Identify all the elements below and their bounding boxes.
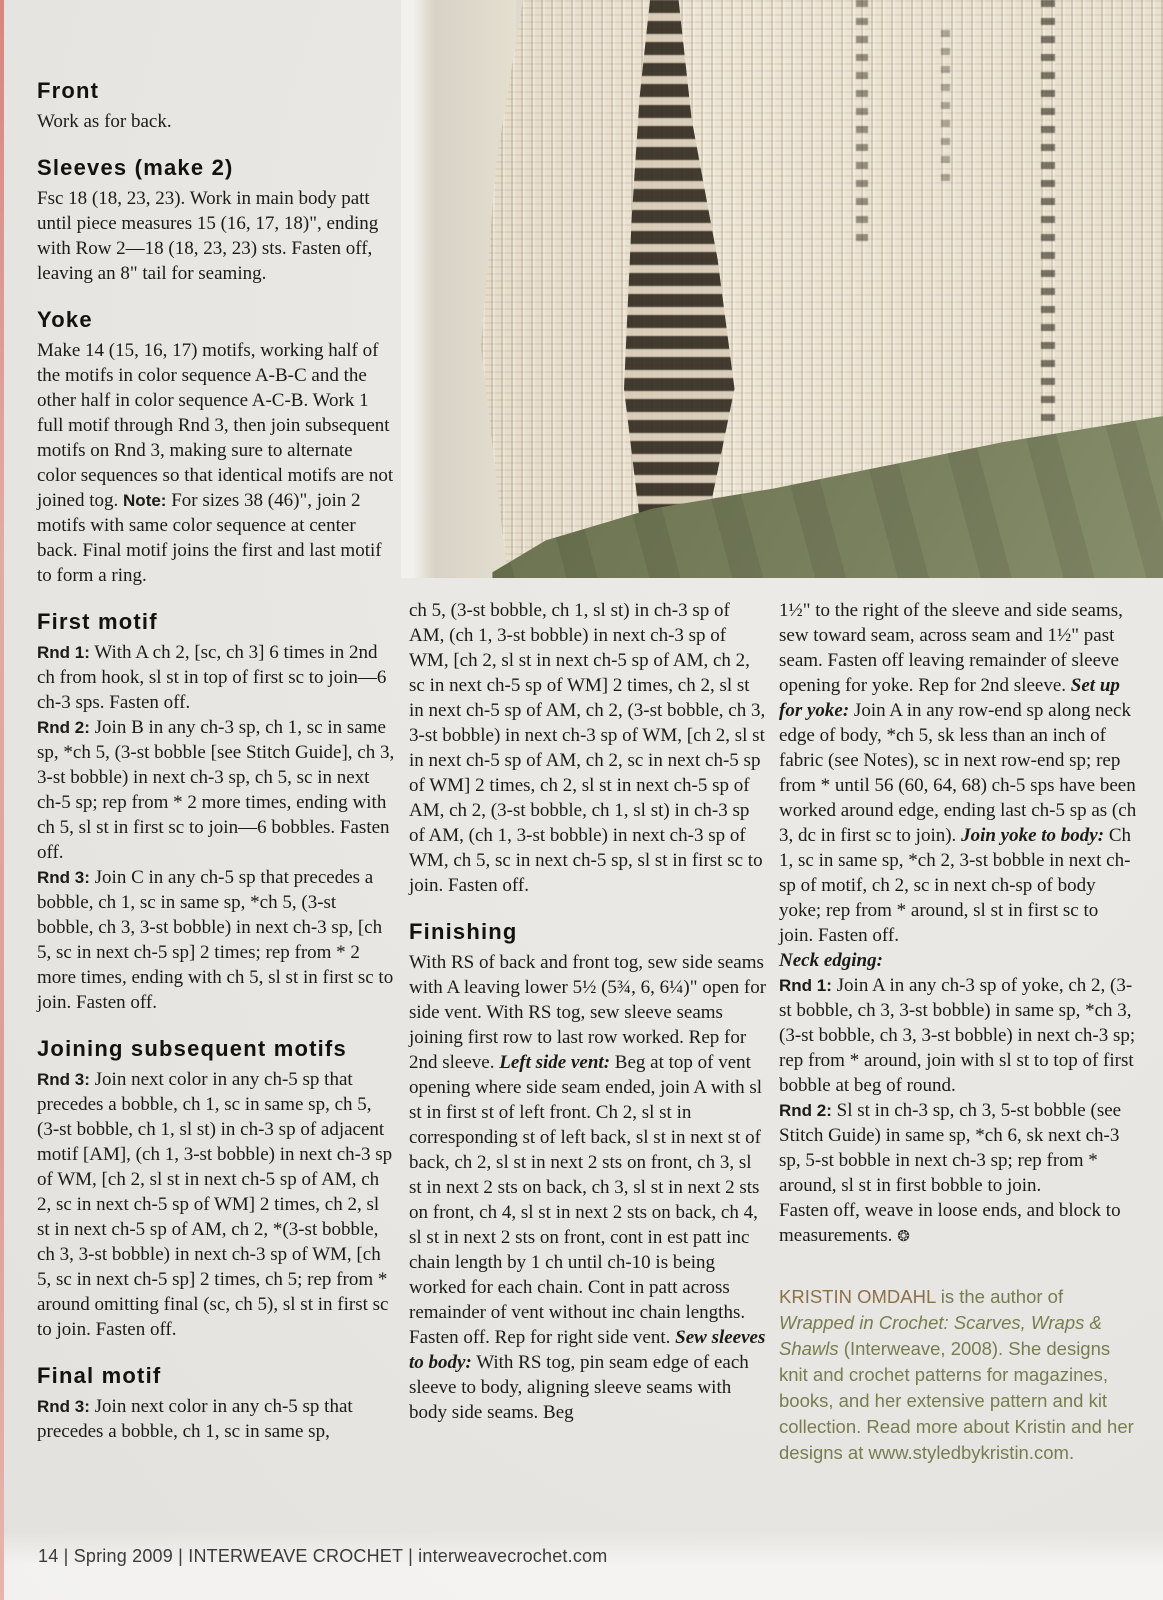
para-finishing-continued: 1½" to the right of the sleeve and side seams, sew toward seam, across seam and 1½" past seam. Fasten off leaving remainder of sleeve opening for yoke. Rep for 2nd sleeve. Set up for yoke: Join A in any row-end sp along neck edge of body, *ch 5, sk less than an inch of fabric (see Notes), sc in next row-end sp; rep from * until 56 (60, 64, 68) ch-5 sps have been worked around edge, ending last ch-5 sp as (ch 3, dc in first sc to join). Join yoke to body: Ch 1, sc in same sp, *ch 2, 3-st bobble in next ch-sp of motif, ch 2, sc in next ch-sp of body yoke; rep from * around, sl st in first sc to join. Fasten off.: [779, 600, 1137, 946]
heading-final-motif: Final motif: [37, 1363, 162, 1388]
heading-neck-edging: Neck edging:: [779, 950, 883, 971]
para-final-rnd3-continued: ch 5, (3-st bobble, ch 1, sl st) in ch-3 sp of AM, (ch 1, 3-st bobble) in next ch-3 sp of WM, [ch 2, sl st in next ch-5 sp of AM, ch 2, sc in next ch-5 sp of WM] 2 times, ch 2, sl st in next ch-5 sp of AM, ch 2, (3-st bobble, ch 3, 3-st bobble) in next ch-3 sp of WM, [ch 2, sl st in next ch-5 sp of AM, ch 2, sc in next ch-5 sp of WM] 2 times, ch 2, sl st in next ch-5 sp of AM, ch 2, (3-st bobble, ch 1, sl st) in ch-3 sp of AM, (ch 1, 3-st bobble) in next ch-3 sp of WM, ch 5, sc in next ch-5 sp, sl st in first sc to join. Fasten off.: [409, 600, 766, 896]
heading-front: Front: [37, 78, 100, 103]
heading-first-motif: First motif: [37, 609, 158, 634]
page-footer: 14 | Spring 2009 | INTERWEAVE CROCHET | interweavecrochet.com: [38, 1546, 608, 1566]
heading-joining-motifs: Joining subsequent motifs: [37, 1036, 347, 1061]
author-bio: KRISTIN OMDAHL is the author of Wrapped in Crochet: Scarves, Wraps & Shawls (Interweave, 2008). She designs knit and crochet patterns for magazines, books, and her extensive pattern and kit collection. Read more about Kristin and her designs at www.styledbykristin.com.: [779, 1286, 1134, 1463]
para-joining-rnd3: Rnd 3: Join next color in any ch-5 sp that precedes a bobble, ch 1, sc in same sp, ch 5, (3-st bobble, ch 1, sl st) in ch-3 sp of adjacent motif [AM], (ch 1, 3-st bobble) in next ch-3 sp of WM, [ch 2, sl st in next ch-5 sp of AM, ch 2, sc in next ch-5 sp of WM] 2 times, ch 2, sl st in next ch-5 sp of AM, ch 2, *(3-st bobble, ch 3, 3-st bobble) in next ch-3 sp of WM, [ch 5, sc in next ch-5 sp] 2 times, ch 5; rep from * around omitting final (sc, ch 5), sl st in first sc to join. Fasten off.: [37, 1069, 393, 1340]
para-yoke-body: Make 14 (15, 16, 17) motifs, working half of the motifs in color sequence A-B-C and the other half in color sequence A-C-B. Work 1 full motif through Rnd 3, then join subsequent motifs on Rnd 3, making sure to alternate color sequences so that identical motifs are not joined tog. Note: For sizes 38 (46)", join 2 motifs with same color sequence at center back. Final motif joins the first and last motif to form a ring.: [37, 340, 394, 586]
end-of-article-icon: ❂: [897, 1229, 910, 1245]
para-neck-rnd2: Rnd 2: Sl st in ch-3 sp, ch 3, 5-st bobble (see Stitch Guide) in same sp, *ch 6, sk next ch-3 sp, 5-st bobble in next ch-3 sp; rep from * around, sl st in first bobble to join.: [779, 1100, 1122, 1196]
para-neck-rnd1: Rnd 1: Join A in any ch-3 sp of yoke, ch 2, (3-st bobble, ch 3, 3-st bobble) in same sp, *ch 3, (3-st bobble, ch 3, 3-st bobble) in next ch-3 sp; rep from * around, join with sl st to top of first bobble at beg of round.: [779, 975, 1136, 1096]
column-left: [37, 78, 395, 1444]
crochet-detail-photo: [401, 0, 1163, 578]
heading-sleeves: Sleeves (make 2): [37, 155, 234, 180]
ladder-stitch-motif: [611, 0, 741, 540]
closing-text: Fasten off, weave in loose ends, and block to measurements.: [779, 1200, 1121, 1246]
page-edge-strip: [0, 0, 4, 1600]
stitch-dots-column: [1041, 0, 1055, 430]
para-sleeves-body: Fsc 18 (18, 23, 23). Work in main body patt until piece measures 15 (16, 17, 18)", ending with Row 2—18 (18, 23, 23) sts. Fasten off, leaving an 8" tail for seaming.: [37, 188, 379, 284]
para-finishing-body: With RS of back and front tog, sew side seams with A leaving lower 5½ (5¾, 6, 6¼)" open for side vent. With RS tog, sew sleeve seams joining first row to last row worked. Rep for 2nd sleeve. Left side vent: Beg at top of vent opening where side seam ended, join A with sl st in first st of left front. Ch 2, sl st in corresponding st of left back, sl st in next st of back, ch 2, sl st in next 2 sts on front, ch 3, sl st in next 2 sts on back, ch 3, sl st in next 2 sts on front, ch 4, sl st in next 2 sts on back, ch 4, sl st in next 2 sts on front, cont in est patt inc chain length by 1 ch until ch-10 is being worked for each chain. Cont in patt across remainder of vent without inc chain lengths. Fasten off. Rep for right side vent. Sew sleeves to body: With RS tog, pin seam edge of each sleeve to body, aligning sleeve seams with body side seams. Beg: [409, 952, 767, 1423]
stitch-dots-column: [941, 30, 950, 190]
stitch-dots-column: [856, 0, 868, 250]
para-first-rnd2: Rnd 2: Join B in any ch-3 sp, ch 1, sc in same sp, *ch 5, (3-st bobble [see Stitch Guide], ch 3, 3-st bobble) in next ch-3 sp, ch 5, sc in next ch-5 sp; rep from * 2 more times, ending with ch 5, sl st in first sc to join—6 bobbles. Fasten off.: [37, 717, 395, 863]
para-first-rnd3: Rnd 3: Join C in any ch-5 sp that precedes a bobble, ch 1, sc in same sp, *ch 5, (3-st bobble, ch 3, 3-st bobble) in next ch-3 sp, [ch 5, sc in next ch-5 sp] 2 times; rep from * 2 more times, ending with ch 5, sl st in first sc to join. Fasten off.: [37, 867, 394, 1013]
heading-finishing: Finishing: [409, 919, 518, 944]
column-right: [779, 598, 1137, 1466]
para-final-rnd3: Rnd 3: Join next color in any ch-5 sp that precedes a bobble, ch 1, sc in same sp,: [37, 1396, 353, 1442]
para-closing: [779, 1198, 1137, 1250]
para-front-body: Work as for back.: [37, 111, 172, 132]
column-middle: [409, 598, 767, 1425]
para-first-rnd1: Rnd 1: With A ch 2, [sc, ch 3] 6 times in 2nd ch from hook, sl st in top of first sc to join—6 ch-3 sps. Fasten off.: [37, 642, 387, 713]
heading-yoke: Yoke: [37, 307, 93, 332]
